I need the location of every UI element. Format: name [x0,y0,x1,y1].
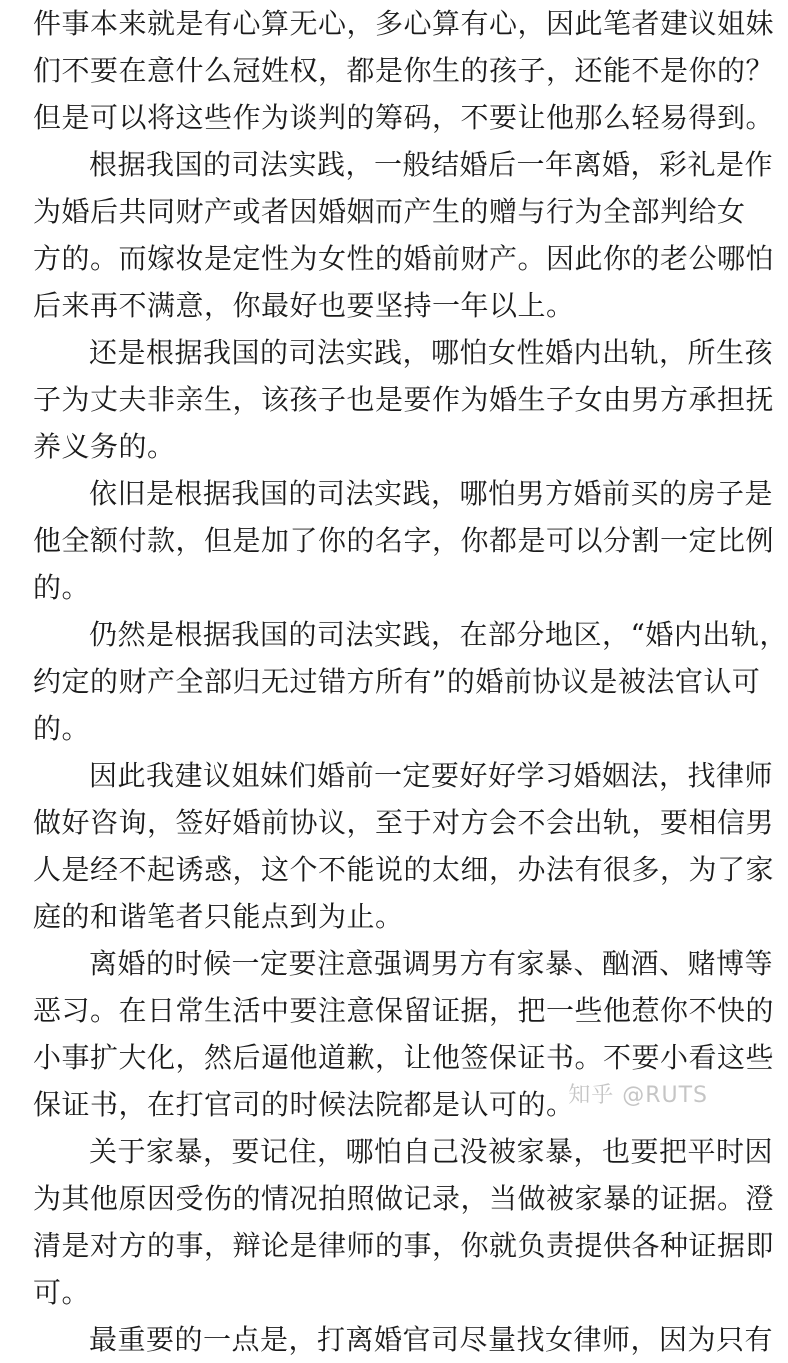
article-body [33,0,788,1363]
text-line: 养义务的。 [33,430,176,463]
text-line: 可。 [33,1276,91,1309]
paragraph-start-line: 离婚的时候一定要注意强调男方有家暴、酗酒、赌博等 [89,947,774,980]
text-line: 保证书，在打官司的时候法院都是认可的。 [33,1088,575,1121]
text-line: 方的。而嫁妆是定性为女性的婚前财产。因此你的老公哪怕 [33,242,775,275]
paragraph-start-line: 关于家暴，要记住，哪怕自己没被家暴，也要把平时因 [89,1135,774,1168]
text-line: 约定的财产全部归无过错方所有”的婚前协议是被法官认可 [33,665,761,698]
text-line: 件事本来就是有心算无心，多心算有心，因此笔者建议姐妹 [33,7,775,40]
text-line: 小事扩大化，然后逼他道歉，让他签保证书。不要小看这些 [33,1041,775,1074]
paragraph-start-line: 根据我国的司法实践，一般结婚后一年离婚，彩礼是作 [89,148,774,181]
paragraph-start-line: 最重要的一点是，打离婚官司尽量找女律师，因为只有 [89,1323,774,1356]
text-line: 恶习。在日常生活中要注意保留证据，把一些他惹你不快的 [33,994,775,1027]
watermark: 知乎 @RUTS [568,1083,708,1108]
text-line: 后来再不满意，你最好也要坚持一年以上。 [33,289,575,322]
text-line: 他全额付款，但是加了你的名字，你都是可以分割一定比例 [33,524,775,557]
text-line: 的。 [33,712,91,745]
text-line: 但是可以将这些作为谈判的筹码，不要让他那么轻易得到。 [33,101,775,134]
text-line: 做好咨询，签好婚前协议，至于对方会不会出轨，要相信男 [33,806,775,839]
text-line: 为婚后共同财产或者因婚姻而产生的赠与行为全部判给女 [33,195,746,228]
text-line: 的。 [33,571,91,604]
paragraph-start-line: 仍然是根据我国的司法实践，在部分地区，“婚内出轨， [89,618,788,651]
paragraph-start-line: 还是根据我国的司法实践，哪怕女性婚内出轨，所生孩 [89,336,774,369]
text-line: 们不要在意什么冠姓权，都是你生的孩子，还能不是你的？ [33,54,775,87]
text-line: 子为丈夫非亲生，该孩子也是要作为婚生子女由男方承担抚 [33,383,775,416]
text-line: 庭的和谐笔者只能点到为止。 [33,900,404,933]
text-line: 清是对方的事，辩论是律师的事，你就负责提供各种证据即 [33,1229,775,1262]
text-line: 为其他原因受伤的情况拍照做记录，当做被家暴的证据。澄 [33,1182,775,1215]
paragraph-start-line: 因此我建议姐妹们婚前一定要好好学习婚姻法，找律师 [89,759,774,792]
paragraph-start-line: 依旧是根据我国的司法实践，哪怕男方婚前买的房子是 [89,477,774,510]
text-line: 人是经不起诱惑，这个不能说的太细，办法有很多，为了家 [33,853,775,886]
